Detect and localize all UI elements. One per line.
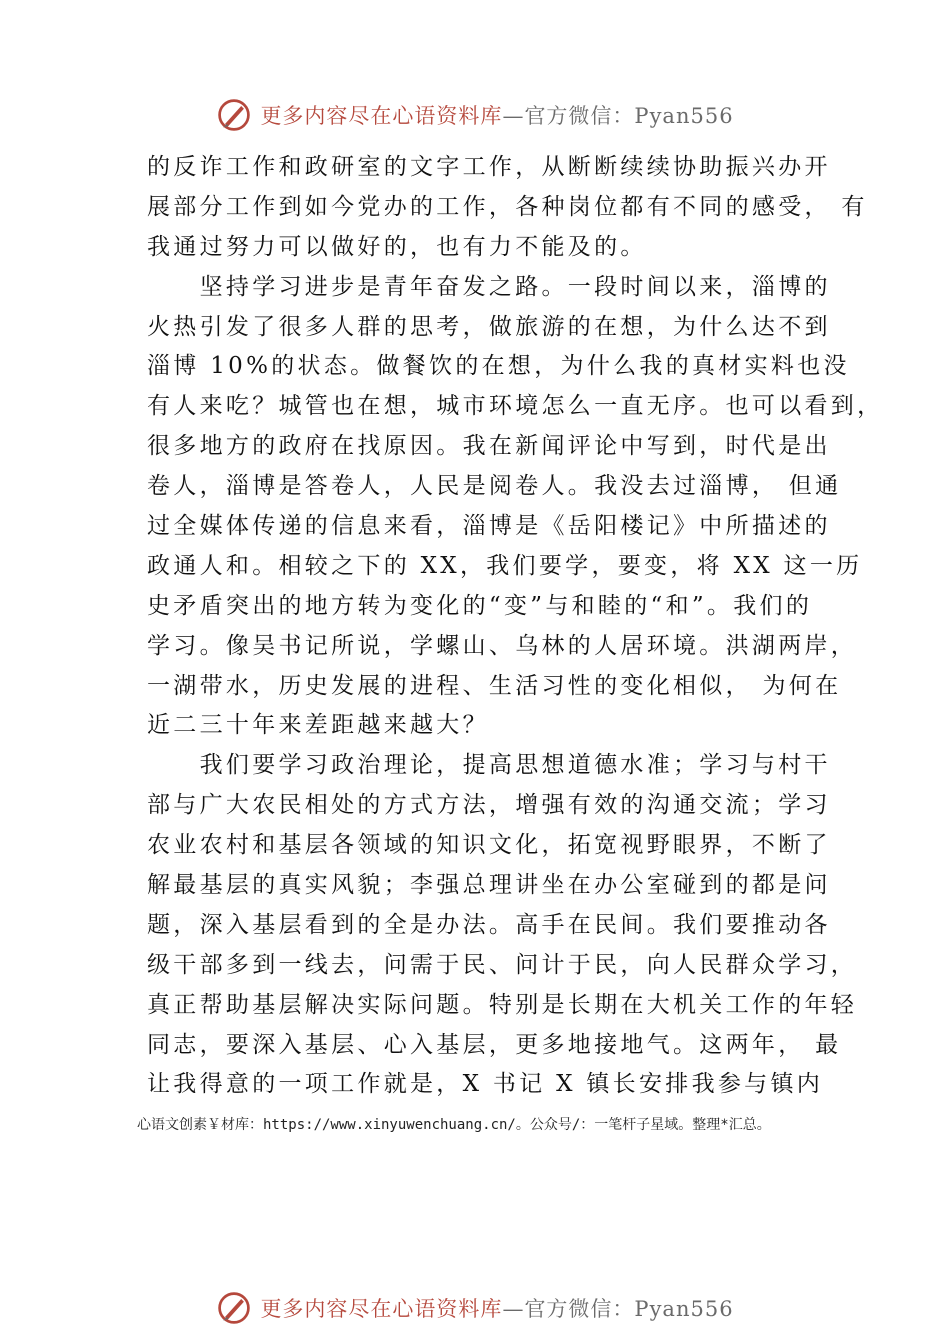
body-line: 部与广大农民相处的方式方法，增强有效的沟通交流；学习	[147, 792, 831, 819]
body-line: 过全媒体传递的信息来看，淄博是《岳阳楼记》中所描述的	[147, 513, 831, 540]
body-line: 农业农村和基层各领域的知识文化，拓宽视野眼界，不断了	[147, 832, 831, 859]
body-line: 展部分工作到如今党办的工作，各种岗位都有不同的感受， 有	[147, 193, 868, 220]
body-line: 政通人和。相较之下的 XX，我们要学，要变，将 XX 这一历	[147, 552, 863, 579]
body-line: 我通过努力可以做好的，也有力不能及的。	[147, 233, 647, 260]
banner-suffix: —官方微信：Pyan556	[502, 104, 734, 128]
banner-text	[260, 1293, 733, 1323]
pen-logo-icon	[216, 1290, 252, 1326]
body-line: 有人来吃？城管也在想，城市环境怎么一直无序。也可以看到，	[147, 393, 884, 420]
body-line: 级干部多到一线去，问需于民、问计于民，向人民群众学习，	[147, 951, 858, 978]
pen-logo-icon	[216, 97, 252, 133]
banner-text	[260, 100, 733, 130]
banner-highlight: 更多内容尽在心语资料库	[260, 104, 503, 128]
body-line: 同志，要深入基层、心入基层，更多地接地气。这两年， 最	[147, 1031, 842, 1058]
header-banner	[0, 95, 950, 135]
source-note: 心语文创素￥材库：https://www.xinyuwenchuang.cn/。公众号/：一笔杆子星域。整理*汇总。	[137, 1117, 771, 1133]
body-line: 史矛盾突出的地方转为变化的“变”与和睦的“和”。我们的	[147, 592, 813, 619]
body-line: 我们要学习政治理论，提高思想道德水准；学习与村干	[147, 752, 831, 779]
body-line: 让我得意的一项工作就是，X 书记 X 镇长安排我参与镇内	[147, 1071, 824, 1098]
body-line: 近二三十年来差距越来越大？	[147, 712, 489, 739]
body-line: 一湖带水，历史发展的进程、生活习性的变化相似， 为何在	[147, 672, 842, 699]
banner-suffix: —官方微信：Pyan556	[502, 1297, 734, 1321]
article-body	[147, 148, 884, 1105]
footer-banner	[0, 1288, 950, 1328]
body-line: 真正帮助基层解决实际问题。特别是长期在大机关工作的年轻	[147, 991, 858, 1018]
body-line: 淄博 10%的状态。做餐饮的在想，为什么我的真材实料也没	[147, 353, 850, 380]
body-line: 学习。像吴书记所说，学螺山、乌林的人居环境。洪湖两岸，	[147, 632, 858, 659]
body-line: 的反诈工作和政研室的文字工作，从断断续续协助振兴办开	[147, 154, 831, 180]
body-line: 题，深入基层看到的全是办法。高手在民间。我们要推动各	[147, 911, 831, 938]
banner-highlight: 更多内容尽在心语资料库	[260, 1297, 503, 1321]
body-line: 卷人，淄博是答卷人，人民是阅卷人。我没去过淄博， 但通	[147, 473, 842, 500]
body-line: 坚持学习进步是青年奋发之路。一段时间以来，淄博的	[147, 273, 831, 300]
body-line: 火热引发了很多人群的思考，做旅游的在想，为什么达不到	[147, 313, 831, 340]
body-line: 解最基层的真实风貌；李强总理讲坐在办公室碰到的都是问	[147, 872, 831, 899]
body-line: 很多地方的政府在找原因。我在新闻评论中写到，时代是出	[147, 433, 831, 460]
